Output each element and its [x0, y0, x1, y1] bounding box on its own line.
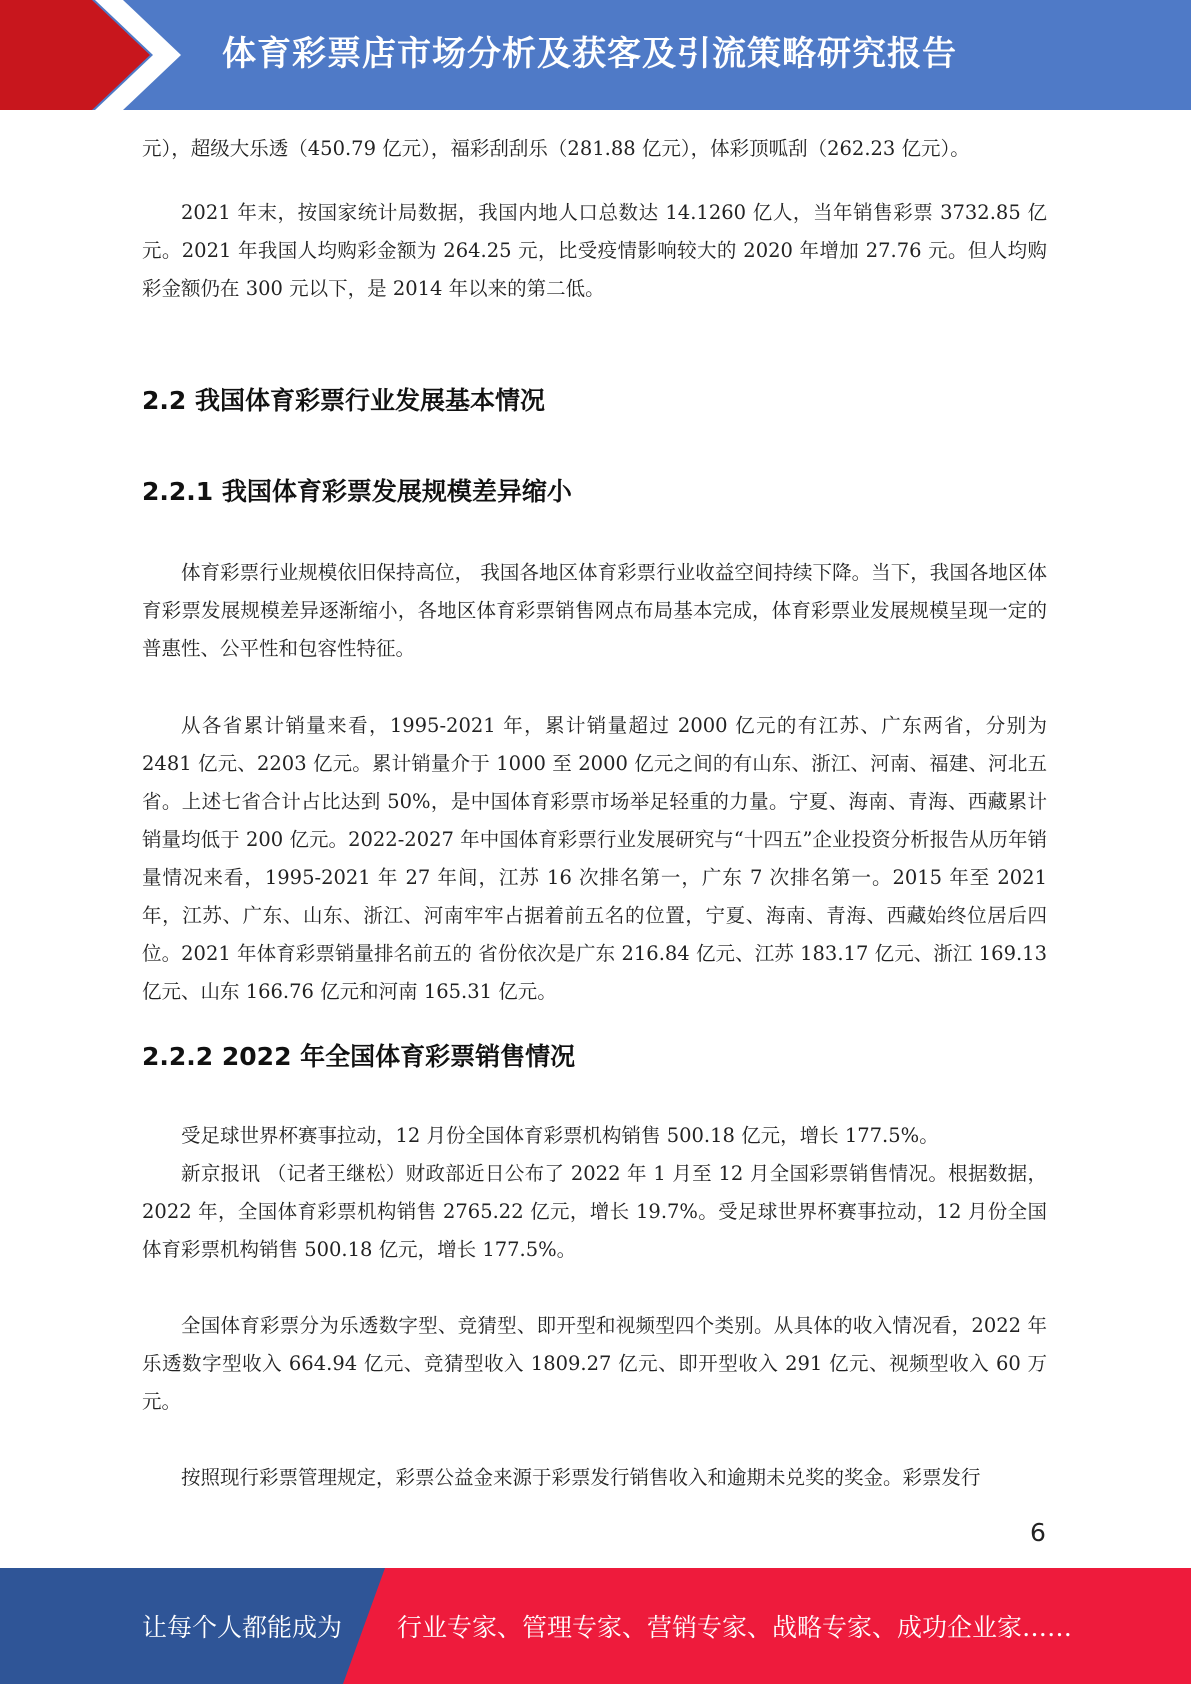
report-title: 体育彩票店市场分析及获客及引流策略研究报告 — [222, 34, 957, 74]
paragraph-public-welfare: 按照现行彩票管理规定，彩票公益金来源于彩票发行销售收入和逾期未兑奖的奖金。彩票发行 — [181, 1466, 981, 1489]
page-number: 6 — [1030, 1518, 1046, 1547]
paragraph-population: 2021 年末，按国家统计局数据，我国内地人口总数达 14.1260 亿人，当年销售彩票 3732.85 亿元。2021 年我国人均购彩金额为 264.25 元，比受疫情影响较大的 2020 年增加 27.76 元。但人均购彩金额仍在 300 元以下，是 2014 年以来的第二低。 — [142, 201, 1047, 300]
page-footer — [0, 1568, 1191, 1684]
paragraph-provinces: 从各省累计销量来看，1995-2021 年，累计销量超过 2000 亿元的有江苏、广东两省，分别为 2481 亿元、2203 亿元。累计销量介于 1000 至 2000 亿元之间的有山东、浙江、河南、福建、河北五省。上述七省合计占比达到 50%，是中国体育彩票市场举足轻重的力量。宁夏、海南、青海、西藏累计销量均低于 200 亿元。2022-2027 年中国体育彩票行业发展研究与“十四五”企业投资分析报告从历年销量情况来看，1995-2021 年 27 年间，江苏 16 次排名第一，广东 7 次排名第一。2015 年至 2021 年，江苏、广东、山东、浙江、河南牢牢占据着前五名的位置，宁夏、海南、青海、西藏始终位居后四位。2021 年体育彩票销量排名前五的 省份依次是广东 216.84 亿元、江苏 183.17 亿元、浙江 169.13 亿元、山东 166.76 亿元和河南 165.31 亿元。 — [142, 714, 1047, 1003]
section-heading-2-2-2: 2.2.2 2022 年全国体育彩票销售情况 — [142, 1042, 576, 1071]
section-heading-2-2-1: 2.2.1 我国体育彩票发展规模差异缩小 — [142, 477, 572, 506]
paragraph-world-cup: 受足球世界杯赛事拉动，12 月份全国体育彩票机构销售 500.18 亿元，增长 177.5%。 — [181, 1124, 939, 1147]
paragraph-categories: 全国体育彩票分为乐透数字型、竞猜型、即开型和视频型四个类别。从具体的收入情况看，2022 年乐透数字型收入 664.94 亿元、竞猜型收入 1809.27 亿元、即开型收入 291 亿元、视频型收入 60 万元。 — [142, 1314, 1047, 1413]
footer-slogan-right: 行业专家、管理专家、营销专家、战略专家、成功企业家…… — [397, 1613, 1073, 1642]
paragraph-scale: 体育彩票行业规模依旧保持高位， 我国各地区体育彩票行业收益空间持续下降。当下，我国各地区体育彩票发展规模差异逐渐缩小，各地区体育彩票销售网点布局基本完成，体育彩票业发展规模呈现一定的普惠性、公平性和包容性特征。 — [142, 561, 1047, 660]
footer-slogan-left: 让每个人都能成为 — [142, 1613, 343, 1642]
page-header — [0, 0, 1191, 110]
section-heading-2-2: 2.2 我国体育彩票行业发展基本情况 — [142, 386, 545, 415]
document-body — [142, 130, 1047, 1497]
paragraph-news: 新京报讯 （记者王继松）财政部近日公布了 2022 年 1 月至 12 月全国彩票销售情况。根据数据，2022 年，全国体育彩票机构销售 2765.22 亿元，增长 19.7%。受足球世界杯赛事拉动，12 月份全国体育彩票机构销售 500.18 亿元，增长 177.5%。 — [142, 1162, 1047, 1261]
paragraph-continued: 元），超级大乐透（450.79 亿元），福彩刮刮乐（281.88 亿元），体彩顶呱刮（262.23 亿元）。 — [142, 137, 970, 160]
